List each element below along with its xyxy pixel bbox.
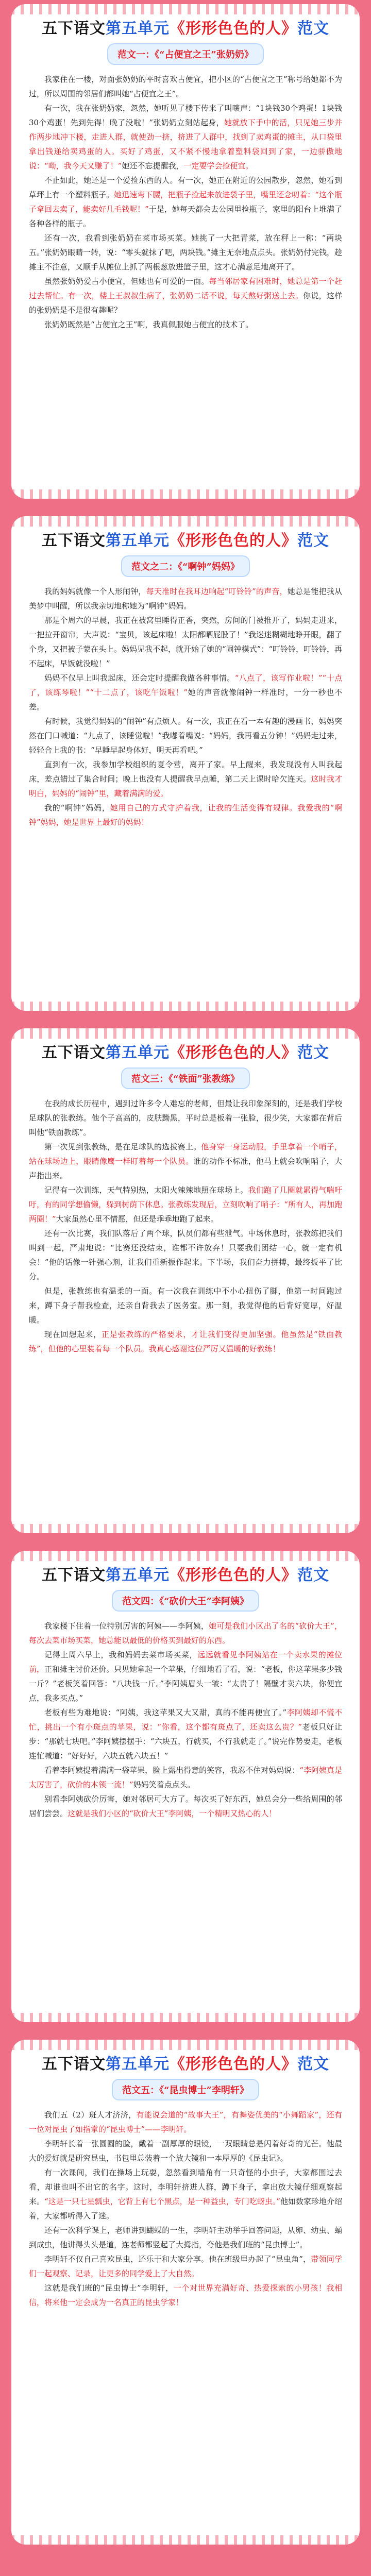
essay-paragraph [29,1327,342,1356]
sentence: 你说，这样的张奶奶是不是很有趣呢？ [29,291,342,315]
essay-paragraph [29,671,342,714]
title-grade: 五下语文 [42,20,106,38]
essay-paragraph [29,2108,342,2137]
title-essay: 范文 [297,2055,329,2073]
title-unit: 第五单元 [106,20,170,38]
sentence: 她总是能把我从美梦中叫醒，所以我亲切地称她为“啊钟”妈妈。 [29,587,342,611]
essay-card-1 [11,4,360,499]
card-title [11,15,360,38]
essay-card-5 [11,2040,360,2545]
highlighted-sentence: 我们跑了几圈就累得气喘吁吁，有的同学想偷懒，躲到树荫下休息。张教练发现后，立刻吹响了哨子：“所有人，再加跑两圈！” [29,1185,342,1224]
essay-paragraph [29,1648,342,1705]
essay-paragraph [29,613,342,671]
highlighted-sentence: 她就放下手中的活，只见她三步并作两步地冲下楼，走进人群，就使劲一挤，挤进了人群中，找到了卖鸡蛋的摊主，从口袋里拿出钱递给卖鸡蛋的人。买好了鸡蛋，又不紧不慢地拿着塑料袋回到了家，一边骄傲地说：“呦，我今天又赚了！” [29,118,342,171]
essay-paragraph [29,2252,342,2281]
highlighted-sentence: 她可是我们小区出了名的“砍价大王”，每次去菜市场买菜，她总能以最低的价格买到最好的东西。 [29,1621,342,1645]
title-theme: 《形形色色的人》 [170,2055,297,2073]
sentence: 现在回想起来， [44,1330,102,1339]
highlighted-sentence: “李阿姨真是太厉害了，砍价的本领一流！” [29,1766,342,1789]
essay-subtitle-badge: 范文五：《“昆虫博士”李明轩》 [112,2079,259,2100]
title-theme: 《形形色色的人》 [170,1566,297,1584]
highlighted-sentence: 正是张教练的严格要求，才让我们变得更加坚强。他虽然是“铁面教练”，但他的心里装着每一个队员。我真心感谢这位严厉又温暖的好教练！ [29,1330,342,1353]
highlighted-sentence: 每天准时在我耳边响起“叮铃铃”的声音， [146,587,288,596]
essay-paragraph [29,1140,342,1183]
title-essay: 范文 [297,1566,329,1584]
title-unit: 第五单元 [106,532,170,550]
essay-paragraph [29,2223,342,2252]
highlighted-sentence: 一个对世界充满好奇、热爱探索的小男孩！我相信，将来他一定会成为一名真正的昆虫学家！ [29,2283,342,2307]
sentence: 妈妈不仅早上叫我起床，还会定时提醒我做各种事情。 [44,673,235,683]
sentence: 还有一次科学课上，老师讲到蝴蝶的一生，李明轩主动举手回答问题，从卵、幼虫、蛹到成虫，他讲得头头是道，连老师都竖起了大拇指，夸他是我们班的“昆虫博士”。 [29,2226,342,2249]
sentence: 还有一次比赛，我们队落后了两个球，队员们都有些泄气。中场休息时，张教练把我们叫到一起，严肃地说：“比赛还没结束，谁都不许放弃！只要我们团结一心，就一定有机会！”他的话像一针强心剂，让我们重新振作起来。下半场，我们奋力拼搏，最终扳平了比分。 [29,1229,342,1281]
highlighted-sentence: 带领同学们一起观察、记录，让更多的同学爱上了大自然。 [29,2255,342,2278]
essay-paragraph [29,757,342,801]
sentence: 正和摊主讨价还价。只见她拿起一个苹果，仔细地看了看，说：“老板，你这苹果多少钱一斤？”老板笑着回答：“八块钱一斤。”李阿姨眉头一皱：“太贵了！隔壁才卖六块，你便宜点，我多买点。” [29,1665,342,1703]
highlighted-sentence: 她迅速弯下腰，把瓶子捡起来放进袋子里，嘴里还念叨着：“这个瓶子拿回去卖了，能卖好几毛钱呢！” [29,190,342,214]
essay-subtitle-badge: 范文三：《“铁面”张教练》 [121,1067,250,1089]
sentence: 看着李阿姨提着满满一袋苹果，脸上露出得意的笑容，我忍不住对妈妈说： [44,1766,300,1775]
highlighted-sentence: 每当邻居家有困难时，她总是第一个赶过去帮忙。有一次，楼上王叔叔生病了，张奶奶二话不说，每天熬好粥送上去。 [29,277,342,300]
essay-paragraph [29,1792,342,1821]
title-unit: 第五单元 [106,1566,170,1584]
card-title [11,1562,360,1585]
title-unit: 第五单元 [106,1044,170,1062]
sentence: 老板只好让步：“那就七块吧。”李阿姨摆摆手：“六块五，行就买，不行我就走了。”说完作势要走，老板连忙喊道：“好好好，六块五就六块五！” [29,1722,342,1760]
title-essay: 范文 [297,532,329,550]
title-unit: 第五单元 [106,2055,170,2073]
highlighted-sentence: “八点了，该写作业啦！”“十点了，该练琴啦！”“十二点了，该吃午饭啦！” [29,673,342,697]
sentence: 记得有一次训练，天气特别热，太阳火辣辣地照在球场上。 [44,1185,248,1195]
highlighted-sentence: 这就是我们小区的“砍价大王”李阿姨，一个精明又热心的人！ [68,1809,277,1818]
card-title [11,1040,360,1062]
essay-body [11,1619,360,1833]
sentence: 别看李阿姨砍价厉害，她对邻居可大方了。每次买了好东西，她总会分一些给周围的邻居们尝尝。 [29,1794,342,1818]
sentence: 有一次课间，我们在操场上玩耍，忽然看到墙角有一只奇怪的小虫子，大家都围过去看，却谁也叫不出它的名字。这时，李明轩挤进人群，蹲下身子，拿出放大镜仔细观察起来。 [29,2168,342,2206]
title-theme: 《形形色色的人》 [170,1044,297,1062]
sentence: 第一次见到张教练，是在足球队的选拔赛上。 [44,1142,201,1151]
sentence: 但是，张教练也有温柔的一面。有一次我在训练中不小心扭伤了脚，他第一时间跑过来，蹲下身子帮我检查，还亲自背我去了医务室。那一刻，我觉得他的后背好宽厚，好温暖。 [29,1286,342,1325]
essay-paragraph [29,274,342,317]
essay-subtitle-badge: 范文一：《“占便宜之王”张奶奶》 [107,43,264,65]
essay-card-2 [11,516,360,1011]
title-grade: 五下语文 [42,1044,106,1062]
highlighted-sentence: 她用自己的方式守护着我，让我的生活变得有规律。我爱我的“啊钟”妈妈，她是世界上最好的妈妈！ [29,803,343,827]
sentence: 于是，她每天都会去公园里捡瓶子，家里的阳台上堆满了各种各样的瓶子。 [29,205,342,228]
title-grade: 五下语文 [42,532,106,550]
sentence: 我们五（2）班人才济济， [44,2110,137,2120]
sentence: 直到有一次，我参加学校组织的夏令营，离开了家。早上醒来，我发现没有人叫我起床，差点错过了集合时间；晚上也没有人提醒我早点睡，第二天上课时哈欠连天。 [29,760,342,784]
essay-card-4 [11,1551,360,2022]
essay-paragraph [29,1284,342,1327]
sentence: 有一次，我在张奶奶家，忽然，她听见了楼下传来了叫嚷声：“1块钱30个鸡蛋！1块钱30个鸡蛋！先到先得！晚了没啦！”张奶奶立刻站起身， [29,104,342,127]
highlighted-sentence: 一定要学会捡便宜。 [183,161,254,171]
essay-paragraph [29,1763,342,1792]
essay-body [11,584,360,842]
card-title [11,528,360,550]
essay-paragraph [29,231,342,274]
title-grade: 五下语文 [42,1566,106,1584]
sentence: 有时候，我觉得妈妈的“闹钟”有点烦人。有一次，我正在看一本有趣的漫画书，妈妈突然在门口喊道：“九点了，该睡觉啦！”我嘟着嘴说：“妈妈，我再看五分钟！”妈妈走过来，轻轻合上我的书：“早睡早起身体好，明天再看吧。” [29,717,342,755]
sentence: 记得上周六早上，我和妈妈去菜市场买菜， [44,1650,198,1659]
sentence: 李明轩长着一张圆圆的脸，戴着一副厚厚的眼镜，一双眼睛总是闪着好奇的光芒。他最大的爱好就是研究昆虫，书包里总装着一个放大镜和一本厚厚的《昆虫记》。 [29,2139,342,2163]
essay-paragraph [29,72,342,101]
sentence: 她的声音就像闹钟一样准时，一分一秒也不差。 [29,688,342,711]
essay-paragraph [29,1619,342,1648]
essay-paragraph [29,101,342,173]
sentence: 老板有些为难地说：“阿姨，我这苹果又大又甜，真的不能再便宜了。” [44,1708,287,1717]
title-theme: 《形形色色的人》 [170,20,297,38]
essay-paragraph [29,801,342,829]
sentence: 我的妈妈就像一个人形闹钟， [44,587,146,596]
title-grade: 五下语文 [42,2055,106,2073]
highlighted-sentence: “这是一只七星瓢虫，它背上有七个黑点，是一种益虫，专门吃蚜虫。” [44,2197,280,2206]
essay-paragraph [29,1226,342,1284]
essay-paragraph [29,2281,342,2310]
sentence: 那是个周六的早晨，我正在被窝里睡得正香，突然，房间的门被推开了，妈妈走进来，一把拉开窗帘，大声说：“宝贝，该起床啦！太阳都晒屁股了！”我迷迷糊糊地睁开眼，翻了个身，又把被子蒙在头上。妈妈见我不起，就开始了她的“闹钟模式”：“叮铃铃，叮铃铃，再不起床，早饭就没啦！” [29,616,343,668]
highlighted-sentence: 这时我才明白，妈妈的“闹钟”里，藏着满满的爱。 [29,774,342,798]
sentence: 我家楼下住着一位特别厉害的阿姨——李阿姨， [44,1621,209,1631]
sentence: 谁的动作不标准，他马上就会吹响哨子，大声指出来。 [29,1157,342,1180]
essay-paragraph [29,317,342,332]
essay-paragraph [29,1705,342,1763]
essay-paragraph [29,1183,342,1226]
sentence: 张奶奶既然是“占便宜之王”啊，我真佩服她占便宜的技术了。 [44,320,254,329]
essay-paragraph [29,2137,342,2165]
sentence: 我的“啊钟”妈妈， [44,803,110,812]
sentence: 他如数家珍地介绍着，大家都听得入了迷。 [29,2197,342,2221]
sentence: 她还不忘提醒我， [122,161,184,171]
title-essay: 范文 [297,1044,329,1062]
sentence: 不止如此，她还是一个爱捡东西的人。有一次，她正在附近的公园散步，忽然，她看到草坪上有一个塑料瓶子。 [29,176,342,199]
essay-paragraph [29,584,342,613]
sentence: 李明轩不仅自己喜欢昆虫，还乐于和大家分享。他在班级里办起了“昆虫角”， [44,2255,311,2264]
essay-paragraph [29,2165,342,2223]
essay-body [11,72,360,344]
essay-subtitle-badge: 范文之二：《“啊钟”妈妈》 [121,555,250,577]
sentence: 这就是我们班的“昆虫博士”李明轩， [44,2283,174,2293]
essay-paragraph [29,1096,342,1140]
essay-body [11,1096,360,1368]
highlighted-sentence: 李阿姨却不慌不忙，挑出一个有小斑点的苹果，说：“你看，这个都有斑点了，还卖这么贵？” [29,1708,342,1732]
title-essay: 范文 [297,20,329,38]
sentence: 我家住在一楼，对面张奶奶的平时喜欢占便宜，把小区的“占便宜之王”称号给她都不为过，所以周围的邻居们都叫她“占便宜之王”。 [29,75,342,98]
essay-body [11,2108,360,2322]
highlighted-sentence: 远远就看见李阿姨站在一个卖水果的摊位前， [29,1650,342,1674]
card-title [11,2051,360,2074]
essay-card-3 [11,1028,360,1533]
sentence: 虽然张奶奶爱占小便宜，但她也有可爱的一面。 [44,277,209,286]
sentence: 在我的成长历程中，遇到过许多令人难忘的老师，但最让我印象深刻的，还是我们学校足球队的张教练。他个子高高的，皮肤黝黑，平时总是板着一张脸，很少笑，大家都在背后叫他“铁面教练”。 [29,1099,342,1137]
sentence: 还有一次，我看到张奶奶在菜市场买菜。她挑了一大把青菜，放在秤上一称：“两块五。”张奶奶眼睛一转，说：“零头就抹了吧，两块钱。”摊主无奈地点点头。张奶奶付完钱，趁摊主不注意，又顺手从摊位上抓了两根葱放进篮子里，这才心满意足地离开了。 [29,233,343,272]
essay-subtitle-badge: 范文四：《“砍价大王”李阿姨》 [112,1590,259,1612]
essay-paragraph [29,173,342,231]
sentence: 妈妈笑着点点头。 [133,1780,195,1789]
sentence: 大家虽然心里不情愿，但还是乖乖地跑了起来。 [56,1214,218,1224]
highlighted-sentence: 有能说会道的“故事大王”，有舞姿优美的“小舞蹈家”，还有一位对昆虫了如指掌的“昆虫博士”——李明轩。 [29,2110,342,2134]
highlighted-sentence: 他身穿一身运动服，手里拿着一个哨子，站在球场边上，眼睛像鹰一样盯着每一个队员。 [29,1142,342,1166]
essay-paragraph [29,714,342,757]
title-theme: 《形形色色的人》 [170,532,297,550]
